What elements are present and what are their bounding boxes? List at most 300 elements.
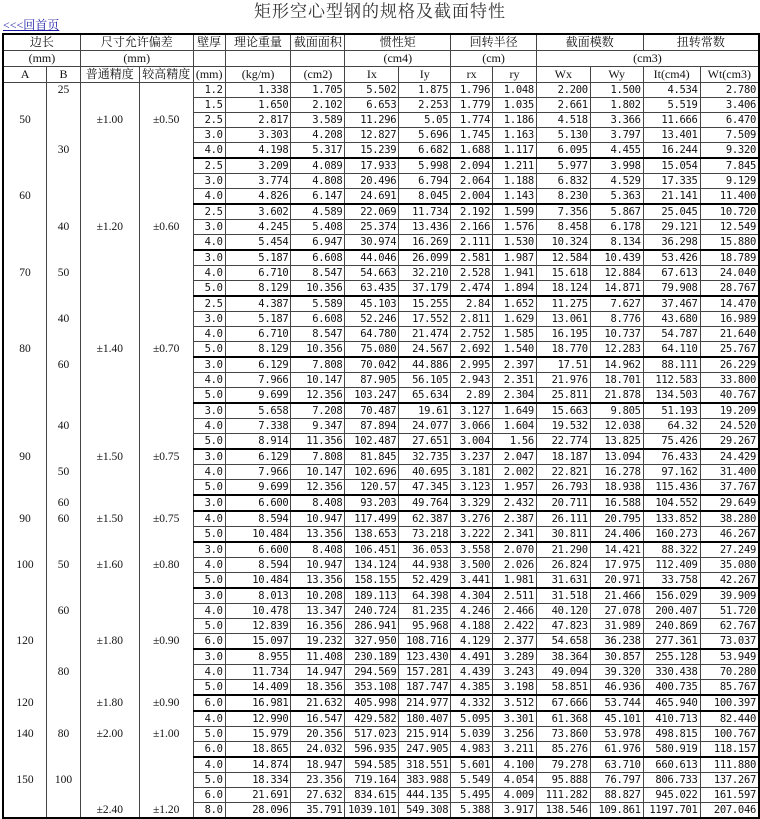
table-cell: 2.070 (493, 542, 537, 558)
table-cell: 51.720 (700, 604, 759, 619)
column-header: Wt(cm3) (700, 67, 759, 83)
table-cell (3, 143, 47, 159)
table-cell: 24.567 (399, 342, 451, 358)
table-cell: 3.301 (493, 711, 537, 727)
table-cell: 64.398 (399, 588, 451, 604)
table-cell: 7.845 (700, 158, 759, 174)
table-cell: 6.0 (193, 634, 225, 650)
table-cell (47, 449, 81, 465)
table-cell (3, 327, 47, 342)
table-cell (80, 174, 139, 189)
table-cell: 13.825 (590, 434, 643, 450)
table-cell (3, 465, 47, 480)
table-cell: 62.767 (700, 619, 759, 634)
table-cell: 1.56 (493, 434, 537, 450)
table-cell: 158.155 (345, 573, 399, 589)
table-cell: 120.57 (345, 480, 399, 496)
table-cell (47, 373, 81, 388)
table-cell: 18.334 (225, 773, 291, 788)
table-cell: 15.663 (536, 403, 590, 419)
table-row (3, 788, 759, 803)
table-cell: 5.187 (225, 250, 291, 266)
table-cell (3, 357, 47, 373)
table-cell: ±1.60 (80, 558, 139, 573)
table-cell: 12.356 (291, 480, 345, 496)
table-row (3, 711, 759, 727)
table-cell: 18.356 (291, 680, 345, 696)
table-cell: 1.576 (493, 220, 537, 235)
table-row (3, 619, 759, 634)
table-cell: 104.552 (643, 495, 700, 511)
table-cell: 37.467 (643, 296, 700, 312)
table-cell (139, 204, 193, 220)
table-cell (3, 204, 47, 220)
table-cell: 5.977 (536, 158, 590, 174)
table-cell: 70.042 (345, 357, 399, 373)
table-cell: 1.774 (451, 113, 493, 128)
table-cell: 5.095 (451, 711, 493, 727)
table-cell (47, 573, 81, 589)
table-cell: 76.433 (643, 449, 700, 465)
table-cell: 294.569 (345, 665, 399, 680)
table-cell: 9.320 (700, 143, 759, 159)
unit-empty (291, 51, 345, 67)
table-cell: 33.758 (643, 573, 700, 589)
table-cell: 1.143 (493, 189, 537, 205)
table-cell: 73.218 (399, 527, 451, 543)
table-cell (80, 158, 139, 174)
table-cell: 2.692 (451, 342, 493, 358)
table-cell: 8.230 (536, 189, 590, 205)
table-cell: 1039.101 (345, 803, 399, 819)
table-cell: 4.387 (225, 296, 291, 312)
table-cell (139, 419, 193, 434)
table-cell: 64.780 (345, 327, 399, 342)
table-cell: 45.101 (590, 711, 643, 727)
table-row (3, 604, 759, 619)
table-cell: 50 (3, 113, 47, 128)
table-cell: 31.518 (536, 588, 590, 604)
table-cell (139, 189, 193, 205)
table-row (3, 235, 759, 251)
table-cell (139, 757, 193, 773)
table-cell (80, 373, 139, 388)
table-cell (80, 573, 139, 589)
table-cell: 8.914 (225, 434, 291, 450)
header-row-3 (3, 67, 759, 83)
table-cell: 8.458 (536, 220, 590, 235)
table-cell: 3.0 (193, 220, 225, 235)
table-cell: 88.111 (643, 357, 700, 373)
header-modulus: 截面模数 (536, 34, 643, 51)
table-cell (47, 327, 81, 342)
table-cell: 12.827 (345, 128, 399, 143)
table-cell: 2.5 (193, 296, 225, 312)
table-cell: 3.0 (193, 495, 225, 511)
table-cell (80, 296, 139, 312)
table-cell: 81.235 (399, 604, 451, 619)
table-cell: 20.795 (590, 511, 643, 527)
table-cell: 4.534 (643, 83, 700, 98)
table-cell: 31.631 (536, 573, 590, 589)
table-cell (80, 403, 139, 419)
table-cell: 5.601 (451, 757, 493, 773)
table-cell: 9.699 (225, 480, 291, 496)
table-row (3, 803, 759, 819)
table-cell: 3.0 (193, 312, 225, 327)
table-cell: 1.650 (225, 98, 291, 113)
table-cell: 82.440 (700, 711, 759, 727)
table-cell: 8.129 (225, 281, 291, 297)
table-cell: 70.280 (700, 665, 759, 680)
table-cell: 26.099 (399, 250, 451, 266)
table-cell: 5.187 (225, 312, 291, 327)
table-cell (80, 266, 139, 281)
table-cell (3, 619, 47, 634)
table-cell: 834.615 (345, 788, 399, 803)
table-cell: 13.347 (291, 604, 345, 619)
table-cell: 2.474 (451, 281, 493, 297)
table-cell: 3.276 (451, 511, 493, 527)
table-cell: 17.335 (643, 174, 700, 189)
column-header: Wy (590, 67, 643, 83)
table-cell (3, 604, 47, 619)
table-cell: 8.045 (399, 189, 451, 205)
table-cell: 10.947 (291, 558, 345, 573)
table-row (3, 665, 759, 680)
table-cell (139, 527, 193, 543)
table-cell: 10.484 (225, 573, 291, 589)
table-cell: 40 (47, 419, 81, 434)
table-cell: 16.195 (536, 327, 590, 342)
table-cell (80, 527, 139, 543)
table-cell: 180.407 (399, 711, 451, 727)
table-row (3, 465, 759, 480)
table-cell (80, 250, 139, 266)
header-area: 截面面积 (291, 34, 345, 51)
table-row (3, 573, 759, 589)
unit-radius: (cm) (451, 51, 537, 67)
table-cell: 25.811 (536, 388, 590, 404)
table-cell: 7.627 (590, 296, 643, 312)
table-cell: 18.947 (291, 757, 345, 773)
table-cell: 10.478 (225, 604, 291, 619)
table-cell: 88.322 (643, 542, 700, 558)
table-cell: 65.634 (399, 388, 451, 404)
table-cell: 2.304 (493, 388, 537, 404)
table-cell: 6.947 (291, 235, 345, 251)
table-cell (139, 495, 193, 511)
table-cell: 15.097 (225, 634, 291, 650)
table-cell (47, 113, 81, 128)
table-cell: 6.0 (193, 788, 225, 803)
table-cell (47, 742, 81, 758)
table-cell (47, 434, 81, 450)
table-cell: 118.157 (700, 742, 759, 758)
table-cell: 40.767 (700, 388, 759, 404)
table-cell: 215.914 (399, 727, 451, 742)
table-cell: 63.435 (345, 281, 399, 297)
table-cell (3, 680, 47, 696)
table-cell: 10.720 (700, 204, 759, 220)
table-cell: 1.957 (493, 480, 537, 496)
table-cell: ±1.80 (80, 634, 139, 650)
column-header: 普通精度 (80, 67, 139, 83)
table-cell: 137.267 (700, 773, 759, 788)
table-cell: 1.649 (493, 403, 537, 419)
table-row (3, 128, 759, 143)
table-cell: 140 (3, 727, 47, 742)
table-cell: 5.867 (590, 204, 643, 220)
table-cell (3, 649, 47, 665)
table-cell: 56.105 (399, 373, 451, 388)
table-cell: 4.455 (590, 143, 643, 159)
table-cell: 30.974 (345, 235, 399, 251)
table-row (3, 357, 759, 373)
table-cell: 63.710 (590, 757, 643, 773)
home-link[interactable]: <<<回首页 (3, 18, 60, 32)
table-cell: 16.981 (225, 695, 291, 711)
table-cell: 9.805 (590, 403, 643, 419)
column-header: ry (493, 67, 537, 83)
table-cell: 5.408 (291, 220, 345, 235)
table-cell: 4.0 (193, 266, 225, 281)
table-cell: 49.764 (399, 495, 451, 511)
table-cell (80, 742, 139, 758)
table-cell: 22.821 (536, 465, 590, 480)
table-cell: 29.649 (700, 495, 759, 511)
table-row (3, 189, 759, 205)
table-cell: 51.193 (643, 403, 700, 419)
table-cell (47, 174, 81, 189)
table-cell: 25.374 (345, 220, 399, 235)
table-cell (139, 465, 193, 480)
table-cell: 111.880 (700, 757, 759, 773)
table-cell: 4.385 (451, 680, 493, 696)
table-cell: ±1.20 (139, 803, 193, 819)
table-cell: 10.356 (291, 281, 345, 297)
table-cell: 240.724 (345, 604, 399, 619)
table-cell: 1.652 (493, 296, 537, 312)
table-cell: 1.2 (193, 83, 225, 98)
table-cell (3, 281, 47, 297)
table-cell: 37.767 (700, 480, 759, 496)
table-cell: ±1.80 (80, 695, 139, 711)
table-cell: 24.520 (700, 419, 759, 434)
table-cell (3, 312, 47, 327)
table-cell (80, 388, 139, 404)
table-cell: 115.436 (643, 480, 700, 496)
table-cell: 4.0 (193, 757, 225, 773)
table-cell: 100 (47, 773, 81, 788)
table-cell: 9.347 (291, 419, 345, 434)
table-cell: 54.658 (536, 634, 590, 650)
table-cell: 6.608 (291, 250, 345, 266)
table-cell (80, 419, 139, 434)
table-cell: 4.0 (193, 189, 225, 205)
table-cell: 156.029 (643, 588, 700, 604)
table-cell: 28.767 (700, 281, 759, 297)
table-row (3, 695, 759, 711)
table-cell: 17.51 (536, 357, 590, 373)
table-cell: 79.278 (536, 757, 590, 773)
column-header: Iy (399, 67, 451, 83)
table-cell: 20.496 (345, 174, 399, 189)
table-cell: 2.466 (493, 604, 537, 619)
table-cell: 444.135 (399, 788, 451, 803)
table-cell: 47.823 (536, 619, 590, 634)
table-cell: 6.129 (225, 449, 291, 465)
table-cell: 2.192 (451, 204, 493, 220)
table-cell: 5.0 (193, 727, 225, 742)
table-cell: ±2.00 (80, 727, 139, 742)
table-cell: 4.100 (493, 757, 537, 773)
table-cell: 1197.701 (643, 803, 700, 819)
table-cell: 16.278 (590, 465, 643, 480)
table-cell: 44.046 (345, 250, 399, 266)
table-cell (47, 757, 81, 773)
table-cell (139, 619, 193, 634)
table-cell: 11.408 (291, 649, 345, 665)
table-cell: 2.943 (451, 373, 493, 388)
table-cell: 3.0 (193, 588, 225, 604)
table-cell: 43.680 (643, 312, 700, 327)
table-cell: 11.296 (345, 113, 399, 128)
table-cell: 73.037 (700, 634, 759, 650)
table-cell: 35.791 (291, 803, 345, 819)
table-cell (3, 98, 47, 113)
table-cell (47, 204, 81, 220)
table-cell (139, 373, 193, 388)
table-cell: 36.053 (399, 542, 451, 558)
table-cell (3, 542, 47, 558)
table-cell (47, 695, 81, 711)
table-cell: 21.632 (291, 695, 345, 711)
table-cell: 2.511 (493, 588, 537, 604)
table-cell (80, 128, 139, 143)
table-cell: 17.933 (345, 158, 399, 174)
table-cell (3, 296, 47, 312)
table-cell: 12.584 (536, 250, 590, 266)
table-cell: 20.356 (291, 727, 345, 742)
table-cell: 26.111 (536, 511, 590, 527)
table-cell (3, 588, 47, 604)
table-row (3, 312, 759, 327)
table-cell: 33.800 (700, 373, 759, 388)
table-cell: 6.653 (345, 98, 399, 113)
table-cell: 16.989 (700, 312, 759, 327)
table-cell: 112.583 (643, 373, 700, 388)
table-row (3, 113, 759, 128)
table-cell: 517.023 (345, 727, 399, 742)
table-row (3, 558, 759, 573)
table-cell: 2.5 (193, 158, 225, 174)
table-cell (47, 711, 81, 727)
table-cell: 3.198 (493, 680, 537, 696)
table-cell (80, 327, 139, 342)
table-cell: 10.947 (291, 511, 345, 527)
table-cell: 1.035 (493, 98, 537, 113)
table-cell (47, 527, 81, 543)
table-cell (3, 527, 47, 543)
table-cell (139, 357, 193, 373)
table-cell: 80 (47, 727, 81, 742)
table-cell (47, 235, 81, 251)
table-cell: 8.134 (590, 235, 643, 251)
table-row (3, 649, 759, 665)
table-cell: 60 (47, 495, 81, 511)
table-cell: 11.356 (291, 434, 345, 450)
table-cell: 47.345 (399, 480, 451, 496)
table-cell: 61.976 (590, 742, 643, 758)
table-cell: 26.824 (536, 558, 590, 573)
table-row (3, 327, 759, 342)
table-cell: 3.123 (451, 480, 493, 496)
table-cell (80, 465, 139, 480)
table-cell: 22.774 (536, 434, 590, 450)
steel-spec-table (2, 33, 760, 819)
table-cell (80, 434, 139, 450)
table-cell (47, 388, 81, 404)
table-cell: 353.108 (345, 680, 399, 696)
table-cell: 35.080 (700, 558, 759, 573)
table-cell: 18.938 (590, 480, 643, 496)
table-row (3, 220, 759, 235)
table-cell: 8.408 (291, 542, 345, 558)
table-cell: 60 (47, 511, 81, 527)
table-cell: 138.546 (536, 803, 590, 819)
table-cell: 4.0 (193, 558, 225, 573)
table-cell (139, 235, 193, 251)
table-cell: 90 (3, 511, 47, 527)
table-cell: 38.364 (536, 649, 590, 665)
table-cell: 22.069 (345, 204, 399, 220)
column-header: Wx (536, 67, 590, 83)
table-cell: 5.0 (193, 388, 225, 404)
table-cell: 4.983 (451, 742, 493, 758)
table-cell: 594.585 (345, 757, 399, 773)
table-cell (139, 281, 193, 297)
table-cell: 12.356 (291, 388, 345, 404)
table-cell (47, 803, 81, 819)
table-cell: 123.430 (399, 649, 451, 665)
table-cell: 4.518 (536, 113, 590, 128)
table-cell: 10.147 (291, 465, 345, 480)
table-row (3, 742, 759, 758)
table-cell: 18.701 (590, 373, 643, 388)
table-cell: 4.0 (193, 711, 225, 727)
unit-tolerance: (mm) (80, 51, 193, 67)
table-cell: ±0.70 (139, 342, 193, 358)
table-cell: 111.282 (536, 788, 590, 803)
table-cell: 80 (3, 342, 47, 358)
table-cell: 90 (3, 449, 47, 465)
table-cell: 3.303 (225, 128, 291, 143)
table-cell: 70 (3, 266, 47, 281)
table-cell: 5.0 (193, 573, 225, 589)
table-row (3, 266, 759, 281)
table-cell: 2.5 (193, 113, 225, 128)
header-side-length: 边长 (3, 34, 80, 51)
table-row (3, 757, 759, 773)
table-cell: 719.164 (345, 773, 399, 788)
table-cell: 21.640 (700, 327, 759, 342)
table-cell: 8.129 (225, 342, 291, 358)
table-cell: 100.767 (700, 727, 759, 742)
table-cell: 2.004 (451, 189, 493, 205)
table-row (3, 204, 759, 220)
table-cell: 16.547 (291, 711, 345, 727)
